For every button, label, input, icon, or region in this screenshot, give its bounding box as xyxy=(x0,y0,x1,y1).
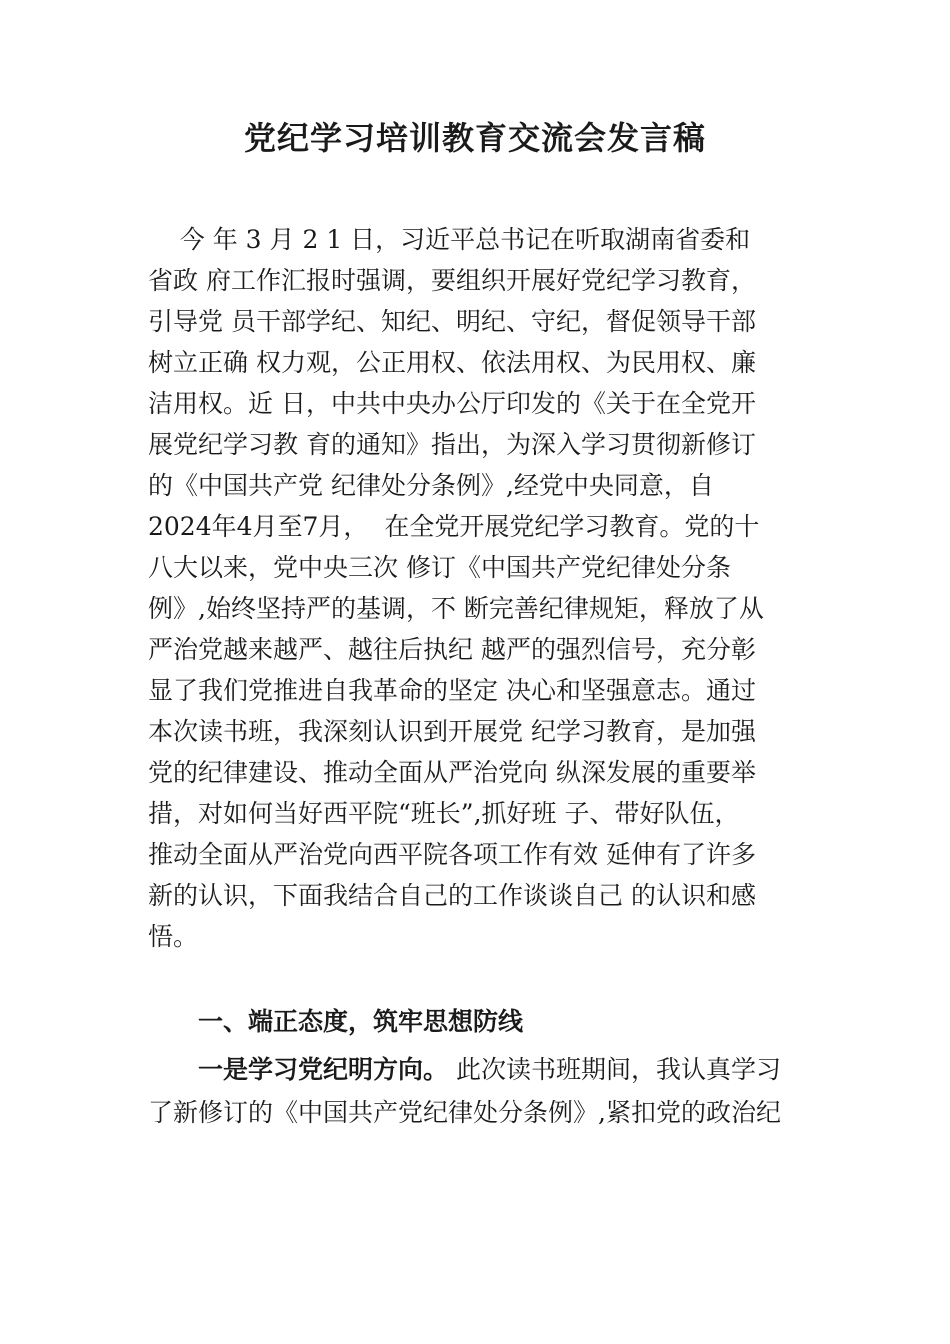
paragraph-line: 党的纪律建设、推动全面从严治党向 纵深发展的重要举 xyxy=(148,758,756,787)
paragraph-line: 树立正确 权力观，公正用权、依法用权、为民用权、廉 xyxy=(148,348,756,377)
paragraph-line: 例》,始终坚持严的基调，不 断完善纪律规矩，释放了从 xyxy=(148,594,764,623)
paragraph-line: 本次读书班，我深刻认识到开展党 纪学习教育，是加强 xyxy=(148,717,756,746)
document-title: 党纪学习培训教育交流会发言稿 xyxy=(243,119,706,157)
paragraph-line: 省政 府工作汇报时强调，要组织开展好党纪学习教育， xyxy=(148,266,756,295)
section-heading: 一、端正态度，筑牢思想防线 xyxy=(198,1007,524,1036)
paragraph-line: 悟。 xyxy=(148,922,199,951)
paragraph-line: 今 年 3 月 2 1 日，习近平总书记在听取湖南省委和 xyxy=(148,225,751,254)
paragraph-line: 洁用权。近 日，中共中央办公厅印发的《关于在全党开 xyxy=(148,389,756,418)
paragraph-line: 八大以来，党中央三次 修订《中国共产党纪律处分条 xyxy=(148,553,731,582)
paragraph-line: 措，对如何当好西平院“班长”,抓好班 子、带好队伍， xyxy=(148,799,740,828)
section-lead-bold: 一是学习党纪明方向。 xyxy=(198,1055,449,1084)
paragraph-line: 显了我们党推进自我革命的坚定 决心和坚强意志。通过 xyxy=(148,676,756,705)
section-lead-rest: 此次读书班期间，我认真学习 xyxy=(448,1055,781,1084)
paragraph-line: 的《中国共产党 纪律处分条例》,经党中央同意，自 xyxy=(148,471,714,500)
paragraph-line: 了新修订的《中国共产党纪律处分条例》,紧扣党的政治纪 xyxy=(148,1098,781,1127)
paragraph-line: 推动全面从严治党向西平院各项工作有效 延伸有了许多 xyxy=(148,840,756,869)
paragraph-line: 严治党越来越严、越往后执纪 越严的强烈信号，充分彰 xyxy=(148,635,756,664)
paragraph-line: 展党纪学习教 育的通知》指出，为深入学习贯彻新修订 xyxy=(148,430,756,459)
paragraph-line: 引导党 员干部学纪、知纪、明纪、守纪，督促领导干部 xyxy=(148,307,756,336)
paragraph-line: 2024年4月至7月， 在全党开展党纪学习教育。党的十 xyxy=(148,512,760,541)
section-lead-line xyxy=(198,1050,818,1090)
paragraph-line: 新的认识，下面我结合自己的工作谈谈自己 的认识和感 xyxy=(148,881,756,910)
